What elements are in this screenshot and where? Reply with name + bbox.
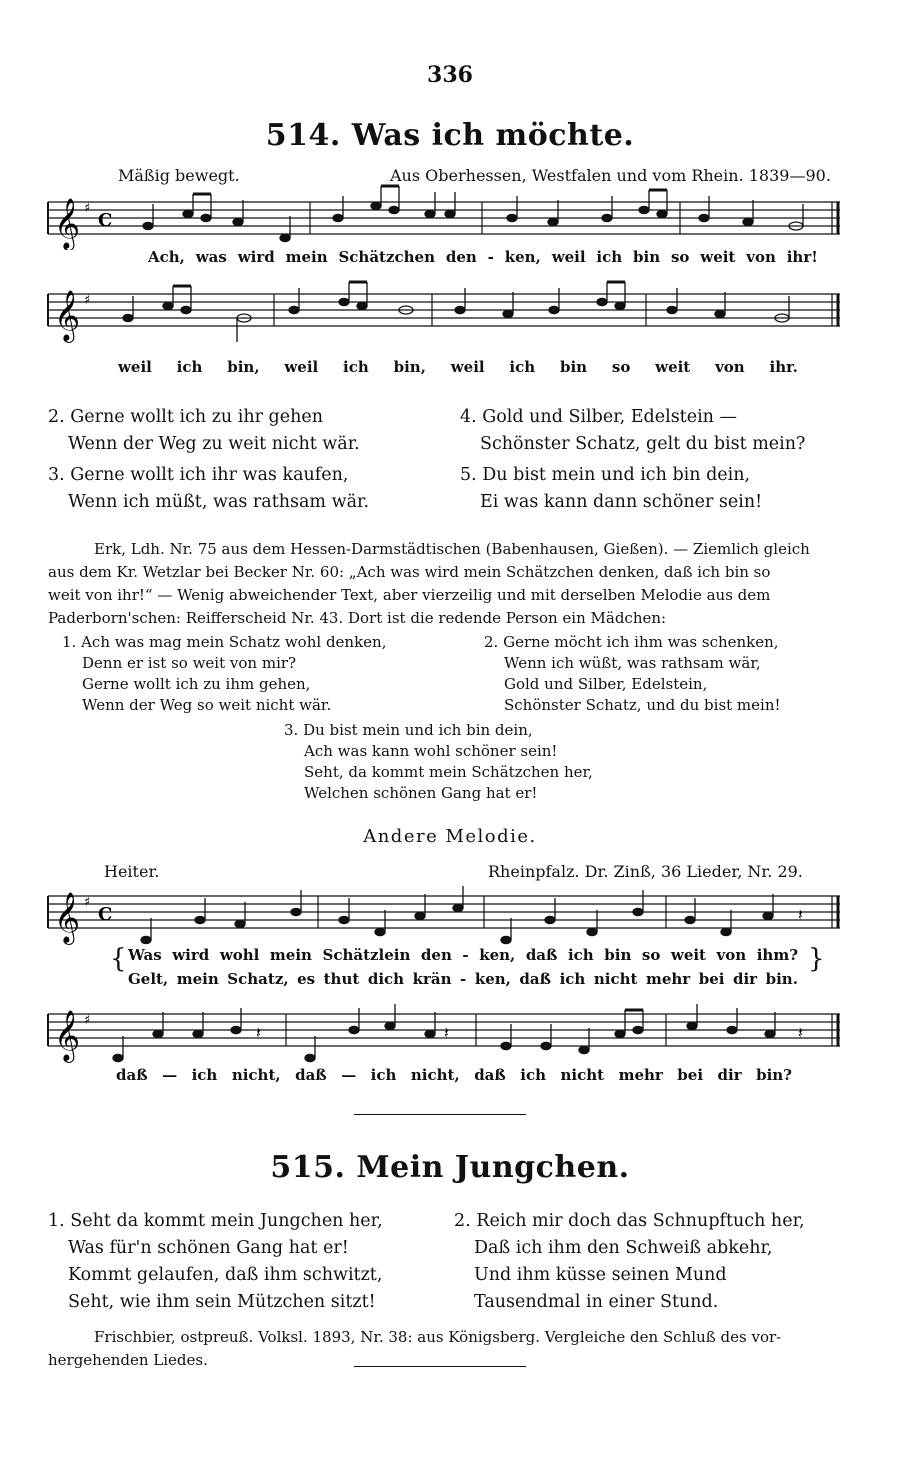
svg-text:𝄞: 𝄞 [54,198,81,249]
lyric-word: ich [343,358,369,376]
verse-line: Ei was kann dann schöner sein! [480,492,763,512]
lyric-word: krän [412,970,452,988]
song-515-title: 515. Mein Jungchen. [270,1150,630,1185]
page-number: 336 [427,62,473,88]
lyric-word: den [420,946,452,964]
note-line: aus dem Kr. Wetzlar bei Becker Nr. 60: „Ach was wird mein Schätzchen denken, daß ich bin so [48,563,771,581]
variant-verse-2 [484,632,781,716]
verse-line: Reich mir doch das Schnupftuch her, [476,1211,805,1231]
verse-line: Gerne wollt ich zu ihr gehen [70,407,324,427]
lyric-word: bei [698,970,725,988]
svg-text:𝄽: 𝄽 [256,1023,261,1042]
verse-4 [460,404,805,458]
svg-text:𝄽: 𝄽 [444,1023,449,1042]
lyric-word: ich [567,946,594,964]
lyric-word: wohl [219,946,260,964]
lyric-word: mein [285,248,328,266]
verse-line: Schönster Schatz, gelt du bist mein? [480,434,806,454]
lyric-word: ich [596,248,623,266]
lyric-word: ich [509,358,536,376]
lyric-word: dir [732,970,758,988]
lyric-word: mein [269,946,312,964]
svg-text:♯: ♯ [84,293,91,308]
lyric-word: wird [172,946,210,964]
verse-number: 3. [284,721,299,739]
music-staff-1 [40,180,850,250]
verse-number: 2. [48,407,65,427]
verse-line: Schönster Schatz, und du bist mein! [504,696,781,714]
lyric-word: ihm? [756,946,798,964]
verse-line: Gerne wollt ich ihr was kaufen, [70,465,349,485]
lyric-word: daß [525,946,558,964]
lyric-word: daß [295,1066,327,1084]
brace-right: } [808,944,825,974]
note-line: hergehenden Liedes. [48,1351,208,1369]
lyric-word: so [641,946,661,964]
svg-text:𝄞: 𝄞 [54,892,81,943]
lyric-word: daß [519,970,552,988]
svg-text:♯: ♯ [84,201,91,216]
verse-number: 4. [460,407,477,427]
note-line: Erk, Ldh. Nr. 75 aus dem Hessen-Darmstädtischen (Babenhausen, Gießen). — Ziemlich gleich [94,540,810,558]
svg-text:♯: ♯ [84,895,91,910]
lyric-word: weil [551,248,586,266]
lyric-word: Gelt, [128,970,169,988]
verse-number: 2. [484,633,499,651]
lyric-word: weit [670,946,706,964]
lyric-word: so [670,248,690,266]
lyric-word: mehr [645,970,691,988]
svg-text:𝄽: 𝄽 [798,905,803,924]
section-divider [354,1114,526,1115]
verse-line: Gerne möcht ich ihm was schenken, [503,633,779,651]
verse-line: Tausendmal in einer Stund. [474,1292,719,1312]
lyric-word: ich [559,970,586,988]
lyric-word: ich [176,358,203,376]
lyric-word: wird [237,248,275,266]
verse-3 [48,462,369,516]
lyric-word: mehr [618,1066,663,1084]
lyric-word: weit [700,248,736,266]
lyric-word: weil [118,358,152,376]
lyrics-line-2 [118,358,798,376]
lyric-word: daß [116,1066,148,1084]
lyric-word: nicht [593,970,638,988]
verse-line: Denn er ist so weit von mir? [82,654,297,672]
music-staff-2 [40,280,850,360]
variant-verse-3 [284,720,593,804]
verse-line: Welchen schönen Gang hat er! [304,784,538,802]
melody-source: Aus Oberhessen, Westfalen und vom Rhein. 1839—90. [390,166,831,185]
verse-line: Was für'n schönen Gang hat er! [68,1238,349,1258]
verse-line: Gerne wollt ich zu ihm gehen, [82,675,311,693]
lyric-word: ich [370,1066,397,1084]
lyric-word: ken, [504,248,541,266]
verse-2 [48,404,360,458]
song-514-title: 514. Was ich möchte. [265,118,635,153]
section-divider [354,1366,526,1367]
commentary-note [48,538,848,630]
svg-text:C: C [98,210,113,231]
lyric-word: Was [128,946,162,964]
lyrics-line-1 [148,248,818,266]
lyric-word: was [195,248,227,266]
lyric-word: bei [677,1066,704,1084]
lyric-word: dich [367,970,405,988]
lyric-word: dir [717,1066,742,1084]
note-line: weit von ihr!“ — Wenig abweichender Text, aber vierzeilig und mit derselben Melodie aus dem [48,586,771,604]
verse-line: Gold und Silber, Edelstein, [504,675,708,693]
lyric-word: — [162,1066,178,1084]
lyric-word: - [487,248,494,266]
lyric-word: es [297,970,316,988]
verse-line: Wenn der Weg zu weit nicht wär. [68,434,360,454]
lyric-word: Ach, [148,248,185,266]
verse-line: Und ihm küsse seinen Mund [474,1265,727,1285]
svg-text:♯: ♯ [84,1013,91,1028]
lyric-word: ich [191,1066,218,1084]
lyric-word: Schatz, [227,970,289,988]
verse-line: Wenn ich wüßt, was rathsam wär, [504,654,761,672]
lyric-word: von [716,946,747,964]
lyric-word: ken, [479,946,516,964]
lyric-word: den [445,248,477,266]
lyric-word: bin [559,358,588,376]
lyric-word: nicht, [410,1066,460,1084]
verse-line: Ach was kann wohl schöner sein! [304,742,558,760]
lyric-word: daß [474,1066,506,1084]
verse-line: Seht da kommt mein Jungchen her, [70,1211,383,1231]
song-515-verse-1 [48,1208,383,1316]
verse-number: 1. [48,1211,65,1231]
verse-number: 3. [48,465,65,485]
lyric-word: nicht, [231,1066,281,1084]
lyric-word: ihr. [769,358,798,376]
verse-line: Seht, wie ihm sein Mützchen sitzt! [68,1292,376,1312]
lyrics-line-3b [128,970,798,988]
brace-left: { [110,944,127,974]
tempo-marking: Mäßig bewegt. [118,166,240,185]
verse-line: Du bist mein und ich bin dein, [482,465,751,485]
song-515-verse-2 [454,1208,805,1316]
lyric-word: bin [633,248,661,266]
verse-line: Daß ich ihm den Schweiß abkehr, [474,1238,773,1258]
lyric-word: Schätzchen [338,248,435,266]
lyric-word: von [715,358,745,376]
melody-source: Rheinpfalz. Dr. Zinß, 36 Lieder, Nr. 29. [488,862,803,881]
lyric-word: bin, [393,358,426,376]
lyric-word: nicht [560,1066,605,1084]
lyric-word: — [341,1066,357,1084]
verse-line: Kommt gelaufen, daß ihm schwitzt, [68,1265,383,1285]
verse-line: Du bist mein und ich bin dein, [303,721,533,739]
lyric-word: mein [176,970,219,988]
music-staff-4 [40,1000,850,1066]
svg-text:𝄽: 𝄽 [798,1023,803,1042]
svg-text:𝄞: 𝄞 [54,1010,81,1061]
lyric-word: - [462,946,469,964]
note-line: Paderborn'schen: Reifferscheid Nr. 43. Dort ist die redende Person ein Mädchen: [48,609,667,627]
lyric-word: - [460,970,467,988]
lyric-word: bin, [227,358,260,376]
lyric-word: bin. [765,970,798,988]
lyric-word: weil [450,358,485,376]
tempo-marking: Heiter. [104,862,160,881]
lyric-word: weil [284,358,319,376]
lyrics-line-4 [116,1066,792,1084]
verse-5 [460,462,762,516]
note-line: Frischbier, ostpreuß. Volksl. 1893, Nr. 38: aus Königsberg. Vergleiche den Schluß des vor- [94,1328,782,1346]
lyric-word: ihr! [786,248,818,266]
verse-number: 2. [454,1211,471,1231]
verse-line: Wenn der Weg so weit nicht wär. [82,696,332,714]
lyric-word: ich [520,1066,547,1084]
lyric-word: von [746,248,776,266]
verse-line: Wenn ich müßt, was rathsam wär. [68,492,370,512]
lyric-word: so [611,358,631,376]
verse-number: 5. [460,465,477,485]
verse-line: Gold und Silber, Edelstein — [482,407,738,427]
lyric-word: Schätzlein [322,946,411,964]
lyric-word: ken, [474,970,511,988]
lyric-word: bin [604,946,632,964]
verse-number: 1. [62,633,77,651]
music-staff-3 [40,874,850,950]
svg-text:𝄞: 𝄞 [54,290,81,341]
other-melody-heading: Andere Melodie. [363,826,537,847]
variant-verse-1 [62,632,386,716]
svg-text:C: C [98,904,113,925]
lyric-word: thut [323,970,360,988]
lyrics-line-3a [128,946,798,964]
verse-line: Ach was mag mein Schatz wohl denken, [81,633,387,651]
lyric-word: bin? [756,1066,792,1084]
lyric-word: weit [655,358,691,376]
verse-line: Seht, da kommt mein Schätzchen her, [304,763,593,781]
